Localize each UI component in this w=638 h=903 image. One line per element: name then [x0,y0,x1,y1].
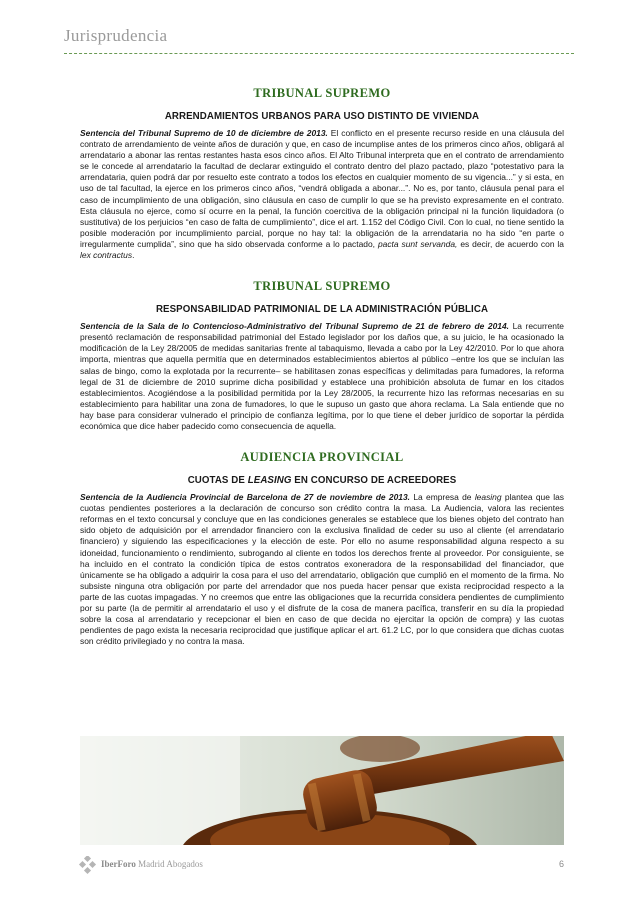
judgment-lead: Sentencia de la Sala de lo Contencioso-Administrativo del Tribunal Supremo de 21 de febrero de 2014. [80,321,510,332]
court-heading: TRIBUNAL SUPREMO [253,279,391,294]
brand-name: IberForo [101,859,136,869]
section-body [80,492,564,647]
topic-heading [80,475,564,486]
iberforo-logo-icon [78,856,98,876]
section-arrendamientos [80,86,564,261]
topic-italic: LEASING [247,475,292,487]
body-italic: pacta sunt servanda, [377,238,458,249]
body-text: es decir, de acuerdo con la [457,238,564,249]
footer-brand [101,859,203,869]
section-leasing [80,450,564,647]
topic-text: EN CONCURSO DE ACREEDORES [291,475,457,487]
section-body [80,128,564,261]
topic-text: CUOTAS DE [187,475,248,487]
body-text: La recurrente presentó reclamación de responsabilidad patrimonial del Estado legislador por los daños que, a su juicio, le ha ocasionado la modificación de la Ley 28/2005 de medidas sanitarias frente al tabaquismo, llevada a cabo por la Ley 42/2010. Por lo que ahora importa, mientras que aquella permitía que en determinados establecimientos abiertos al público –entre los que se incluían las salas de bingo, como la explotada por la recurrente– se habilitasen zonas específicas y delimitadas para fumadores, la reforma legal de 31 de diciembre de 2010 suprime dicha posibilidad y establece una prohibición absoluta de fumar en los citados establecimientos. Acogiéndose a la posibilidad permitida por la Ley 28/2005, la recurrente hizo las reformas necesarias en su establecimiento para habilitar una zona de fumadores, lo que le supuso un gasto que ahora reclama. La Sala entiende que no hay base para considerar vulnerado el principio de confianza legítima, por lo que tiene el deber jurídico de soportar la pérdida económica que dice haber padecido como consecuencia de aquella. [80,321,565,431]
article-content [80,68,564,660]
page-number: 6 [558,859,564,869]
page-header-title: Jurisprudencia [64,26,168,45]
court-heading: TRIBUNAL SUPREMO [253,86,391,100]
gavel-illustration [80,736,564,845]
gavel-image [80,736,564,845]
body-text: plantea que las cuotas pendientes posteriores a la declaración de concurso son crédito contra la masa. La Audiencia, valora las recientes reformas en el texto concursal y concluye que en las condiciones generales se establece que los bienes objeto del contrato han sido objeto de adquisición por el arrendador financiero con la exclusiva finalidad de ceder su uso al cliente (el arrendatario financiero) y siguiendo las especificaciones y la elección de este. Por ello no asume responsabilidad alguna respecto a su idoneidad, funcionamiento o rendimiento, subrogando al cliente en todos los derechos frente al proveedor. Por consiguiente, se ha incluido en el contrato la condición típica de estos contratos exoneradora de la responsabilidad del financiador, que únicamente se ha obligado a adquirir la cosa para el uso del arrendatario, obligación que cumplió en el momento de la firma. No subsiste ninguna otra obligación por parte del arrendador que nos pueda hacer pensar que exista reciprocidad respecto a la parte de las cuotas impagadas. Y no creemos que entre las obligaciones que la recurrida considera pendientes de cumplimiento por su parte (la de permitir al arrendatario el uso y el disfrute de la cosa de manera pacífica, transferir en su día la propiedad sobre la cosa al arrendatario y recepcionar el bien en caso de que decida no ejercitar la opción de compra) y las cuotas pendientes de pago exista la necesaria reciprocidad que justifique aplicar el art. 61.2 LC, por lo que considera que dichas cuotas son crédito privilegiado y no contra la masa. [80,492,564,647]
body-text: . [132,250,135,261]
judgment-lead: Sentencia del Tribunal Supremo de 10 de diciembre de 2013. [80,128,328,138]
brand-office: Madrid Abogados [135,859,203,869]
section-body [80,321,564,432]
section-responsabilidad [80,279,564,432]
body-text: El conflicto en el presente recurso reside en una cláusula del contrato de arrendamiento de veinte años de duración y que, en caso de incumplise antes de los primeros cinco años, obligará al arrendatario a abonar las rentas restantes hasta esos cinco años. El Alto Tribunal interpreta que en el contrato de arrendamiento se le concede al arrendatario la facultad de declarar extinguido el contrato dentro del plazo pactado, plazo “potestativo para la arrendataria, quien podrá dar por resuelto este contrato a todos los efectos en cualquier momento de su vigencia...” y si esta, en uso de tal facultad, la ejerce en los primeros cinco años, “vendrá obligada a abonar...”. No es, por tanto, cláusula penal para el caso de incumplimiento de una obligación, sino cláusula en caso de cumplir lo que se ha previsto expresamente en el contrato. Esta cláusula no ejerce, como sí ocurre en la penal, la función coercitiva de la obligación principal ni la función liquidadora (o sustitutiva) de los perjuicios “en caso de falta de cumplimiento”, dice el art. 1.152 del Código Civil. Con lo cual, no tiene sentido la posible moderación por incumplimiento parcial, porque no hay tal: la obligación de la arrendataria no ha sido “en parte o irregularmente cumplida”, sino que ha sido observada conforme a lo pactado, [80,128,564,249]
judgment-lead: Sentencia de la Audiencia Provincial de Barcelona de 27 de noviembre de 2013. [80,492,411,503]
body-text: La empresa de [410,492,475,503]
header-divider [64,53,574,54]
topic-heading: RESPONSABILIDAD PATRIMONIAL DE LA ADMINISTRACIÓN PÚBLICA [155,304,489,316]
body-italic: leasing [474,492,502,503]
topic-heading: ARRENDAMIENTOS URBANOS PARA USO DISTINTO DE VIVIENDA [164,111,480,122]
body-italic: lex contractus [80,250,133,261]
court-heading: AUDIENCIA PROVINCIAL [240,450,404,465]
